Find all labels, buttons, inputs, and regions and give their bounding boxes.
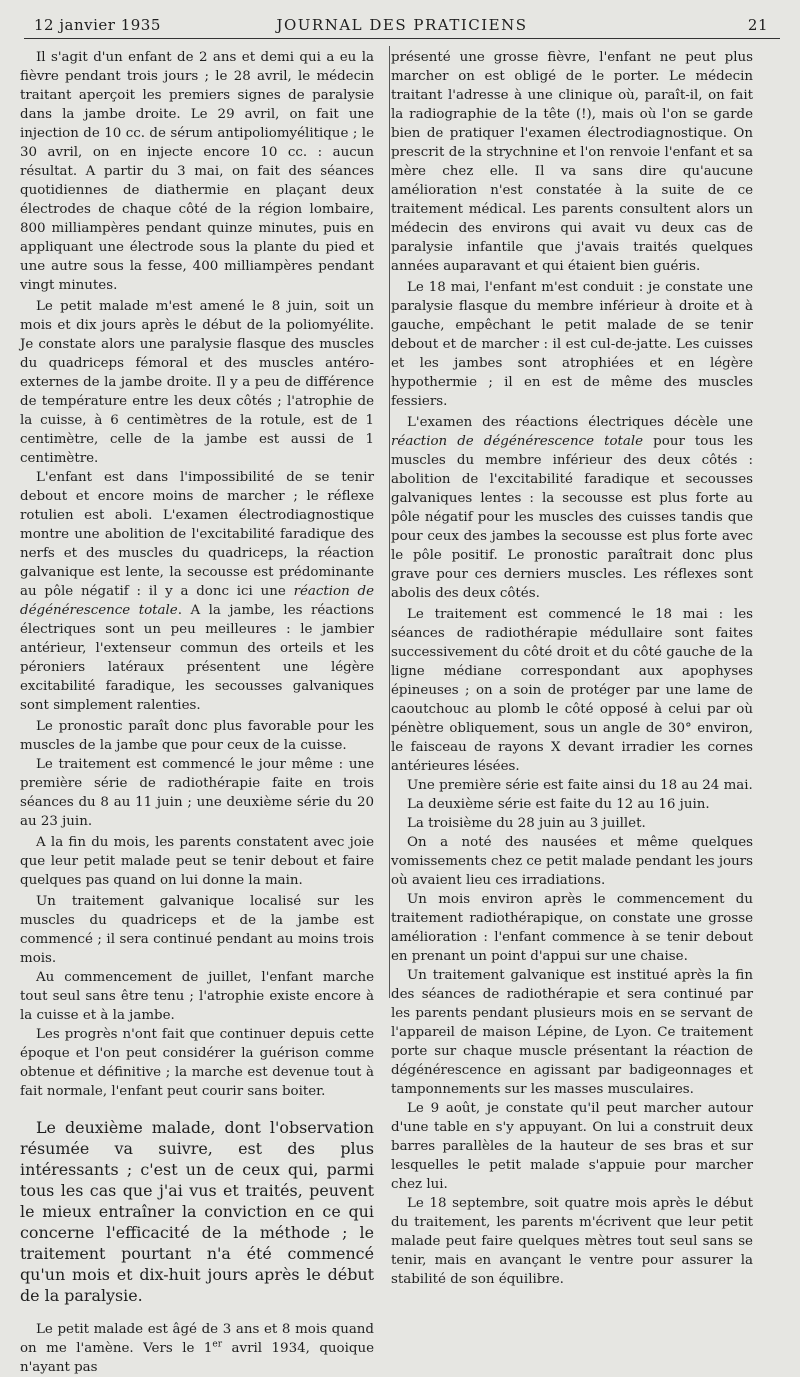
paragraph: Au commencement de juillet, l'enfant marche tout seul sans être tenu ; l'atrophie existe encore à la cuisse et à la jambe. bbox=[20, 970, 374, 1023]
paragraph: Il s'agit d'un enfant de 2 ans et demi qui a eu la fièvre pendant trois jours ; le 28 avril, le médecin traitant aperçoit les premiers signes de paralysie dans la jambe droite. Le 29 avril, on fait une injection de 10 cc. de sérum antipoliomyélitique ; le 30 avril, on en injecte encore 10 cc. : aucun résultat. A partir du 3 mai, on fait des séances quotidiennes de diathermie en plaçant deux électrodes de chaque côté de la région lombaire, 800 milliampères pendant quinze minutes, puis en appliquant une électrode sous la plante du pied et une autre sous la fesse, 400 milliampères pendant vingt minutes. bbox=[20, 50, 374, 293]
page-header bbox=[28, 14, 776, 36]
journal-title: JOURNAL DES PRATICIENS bbox=[276, 16, 528, 34]
paragraph: Le 18 mai, l'enfant m'est conduit : je constate une paralysie flasque du membre inférieur à droite et à gauche, empêchant le petit malade de se tenir debout et de marcher : il est cul-de-jatte. Les cuisses et les jambes sont atrophiées et en légère hypothermie ; il en est de même des muscles fessiers. bbox=[391, 280, 753, 409]
emphasis-text: réaction de dégénérescence totale bbox=[391, 434, 644, 449]
paragraph: Le petit malade m'est amené le 8 juin, soit un mois et dix jours après le début de la poliomyélite. Je constate alors une paralysie flasque des muscles du quadriceps fémoral et des muscles antéro-externes de la jambe droite. Il y a peu de différence de température entre les deux côtés ; l'atrophie de la cuisse, à 6 centimètres de la rotule, est de 1 centimètre, celle de la jambe est aussi de 1 centimètre. bbox=[20, 299, 374, 466]
paragraph: La troisième du 28 juin au 3 juillet. bbox=[407, 816, 646, 831]
paragraph: Le traitement est commencé le jour même : une première série de radiothérapie faite en trois séances du 8 au 11 juin ; une deuxième série du 20 au 23 juin. bbox=[20, 757, 374, 829]
paragraph: Le traitement est commencé le 18 mai : les séances de radiothérapie médullaire sont faites successivement du côté droit et du côté gauche de la ligne médiane correspondant aux apophyses épineuses ; on a soin de protéger par une lame de caoutchouc au plomb le côté opposé à celui par où pénètre obliquement, sous un angle de 30° environ, le faisceau de rayons X devant irradier les cornes antérieures lésées. bbox=[391, 607, 753, 774]
paragraph: présenté une grosse fièvre, l'enfant ne peut plus marcher on est obligé de le porter. Le médecin traitant l'adresse à une clinique où, paraît-il, on fait la radiographie de la tête (!), mais où l'on se garde bien de pratiquer l'examen électrodiagnostique. On prescrit de la strychnine et l'on renvoie l'enfant et sa mère chez elle. Il va sans dire qu'aucune amélioration n'est constatée à la suite de ce traitement médical. Les parents consultent alors un médecin des environs qui avait vu deux cas de paralysie infantile que j'avais traités quelques années auparavant et qui étaient bien guéris. bbox=[391, 50, 753, 274]
paragraph: Un traitement galvanique est institué après la fin des séances de radiothérapie et sera continué par les parents pendant plusieurs mois en se servant de l'appareil de maison Lépine, de Lyon. Ce traitement porte sur chaque muscle présentant la réaction de dégénérescence en agissant par badigeonnages et tamponnements sur les masses musculaires. bbox=[391, 968, 753, 1097]
paragraph-lead: Le deuxième malade, dont l'observation résumée va suivre, est des plus intéressants ; c'est un de ceux qui, parmi tous les cas que j'ai vus et traités, peuvent le mieux entraîner la conviction en ce qui concerne l'efficacité de la méthode ; le traitement pourtant n'a été commencé qu'un mois et dix-huit jours après le début de la paralysie. bbox=[20, 1118, 374, 1305]
right-column bbox=[391, 48, 753, 1289]
paragraph: Un traitement galvanique localisé sur les muscles du quadriceps et de la jambe est commencé ; il sera continué pendant au moins trois mois. bbox=[20, 894, 374, 966]
paragraph: L'enfant est dans l'impossibilité de se tenir debout et encore moins de marcher ; le réflexe rotulien est aboli. L'examen électrodiagnostique montre une abolition de l'excitabilité faradique des nerfs et des muscles du quadriceps, la réaction galvanique est lente, la secousse est prédominante au pôle négatif : il y a donc ici une réaction de dégénérescence totale. A la jambe, les réactions électriques sont un peu meilleures : le jambier antérieur, l'extenseur commun des orteils et les péroniers latéraux présentent une légère excitabilité faradique, les secousses galvaniques sont simplement ralenties. bbox=[20, 470, 375, 713]
left-column bbox=[20, 48, 374, 1377]
page-number: 21 bbox=[747, 16, 768, 34]
paragraph: Le 9 août, je constate qu'il peut marcher autour d'une table en s'y appuyant. On lui a construit deux barres parallèles de la hauteur de ses bras et sur lesquelles le petit malade s'appuie pour marcher chez lui. bbox=[391, 1101, 753, 1192]
paragraph: Le pronostic paraît donc plus favorable pour les muscles de la jambe que pour ceux de la cuisse. bbox=[20, 719, 374, 753]
paragraph: Le petit malade est âgé de 3 ans et 8 mois quand on me l'amène. Vers le 1er avril 1934, quoique n'ayant pas bbox=[20, 1322, 374, 1375]
paragraph: A la fin du mois, les parents constatent avec joie que leur petit malade peut se tenir debout et faire quelques pas quand on lui donne la main. bbox=[20, 835, 374, 888]
paragraph: Un mois environ après le commencement du traitement radiothérapique, on constate une grosse amélioration : l'enfant commence à se tenir debout en prenant un point d'appui sur une chaise. bbox=[391, 892, 753, 964]
paragraph: On a noté des nausées et même quelques vomissements chez ce petit malade pendant les jours où avaient lieu ces irradiations. bbox=[391, 835, 753, 888]
column-divider bbox=[389, 46, 390, 998]
header-rule bbox=[24, 38, 780, 39]
paragraph: Les progrès n'ont fait que continuer depuis cette époque et l'on peut considérer la guérison comme obtenue et définitive ; la marche est devenue tout à fait normale, l'enfant peut courir sans boiter. bbox=[20, 1027, 374, 1099]
paragraph: L'examen des réactions électriques décèle une réaction de dégénérescence totale pour tous les muscles du membre inférieur des deux côtés : abolition de l'excitabilité faradique et secousses galvaniques lentes : la secousse est plus forte au pôle négatif pour les muscles des cuisses tandis que pour ceux des jambes la secousse est plus forte avec le pôle positif. Le pronostic paraîtrait donc plus grave pour ces derniers muscles. Les réflexes sont abolis des deux côtés. bbox=[391, 415, 754, 601]
paragraph: Une première série est faite ainsi du 18 au 24 mai. bbox=[407, 778, 753, 793]
paragraph: Le 18 septembre, soit quatre mois après le début du traitement, les parents m'écrivent que leur petit malade peut faire quelques mètres tout seul sans se tenir, mais en avançant le ventre pour assurer la stabilité de son équilibre. bbox=[391, 1196, 753, 1287]
emphasis-text: réaction de dégénérescence totale bbox=[20, 584, 374, 618]
header-date: 12 janvier 1935 bbox=[34, 16, 161, 34]
paragraph: La deuxième série est faite du 12 au 16 juin. bbox=[407, 797, 710, 812]
